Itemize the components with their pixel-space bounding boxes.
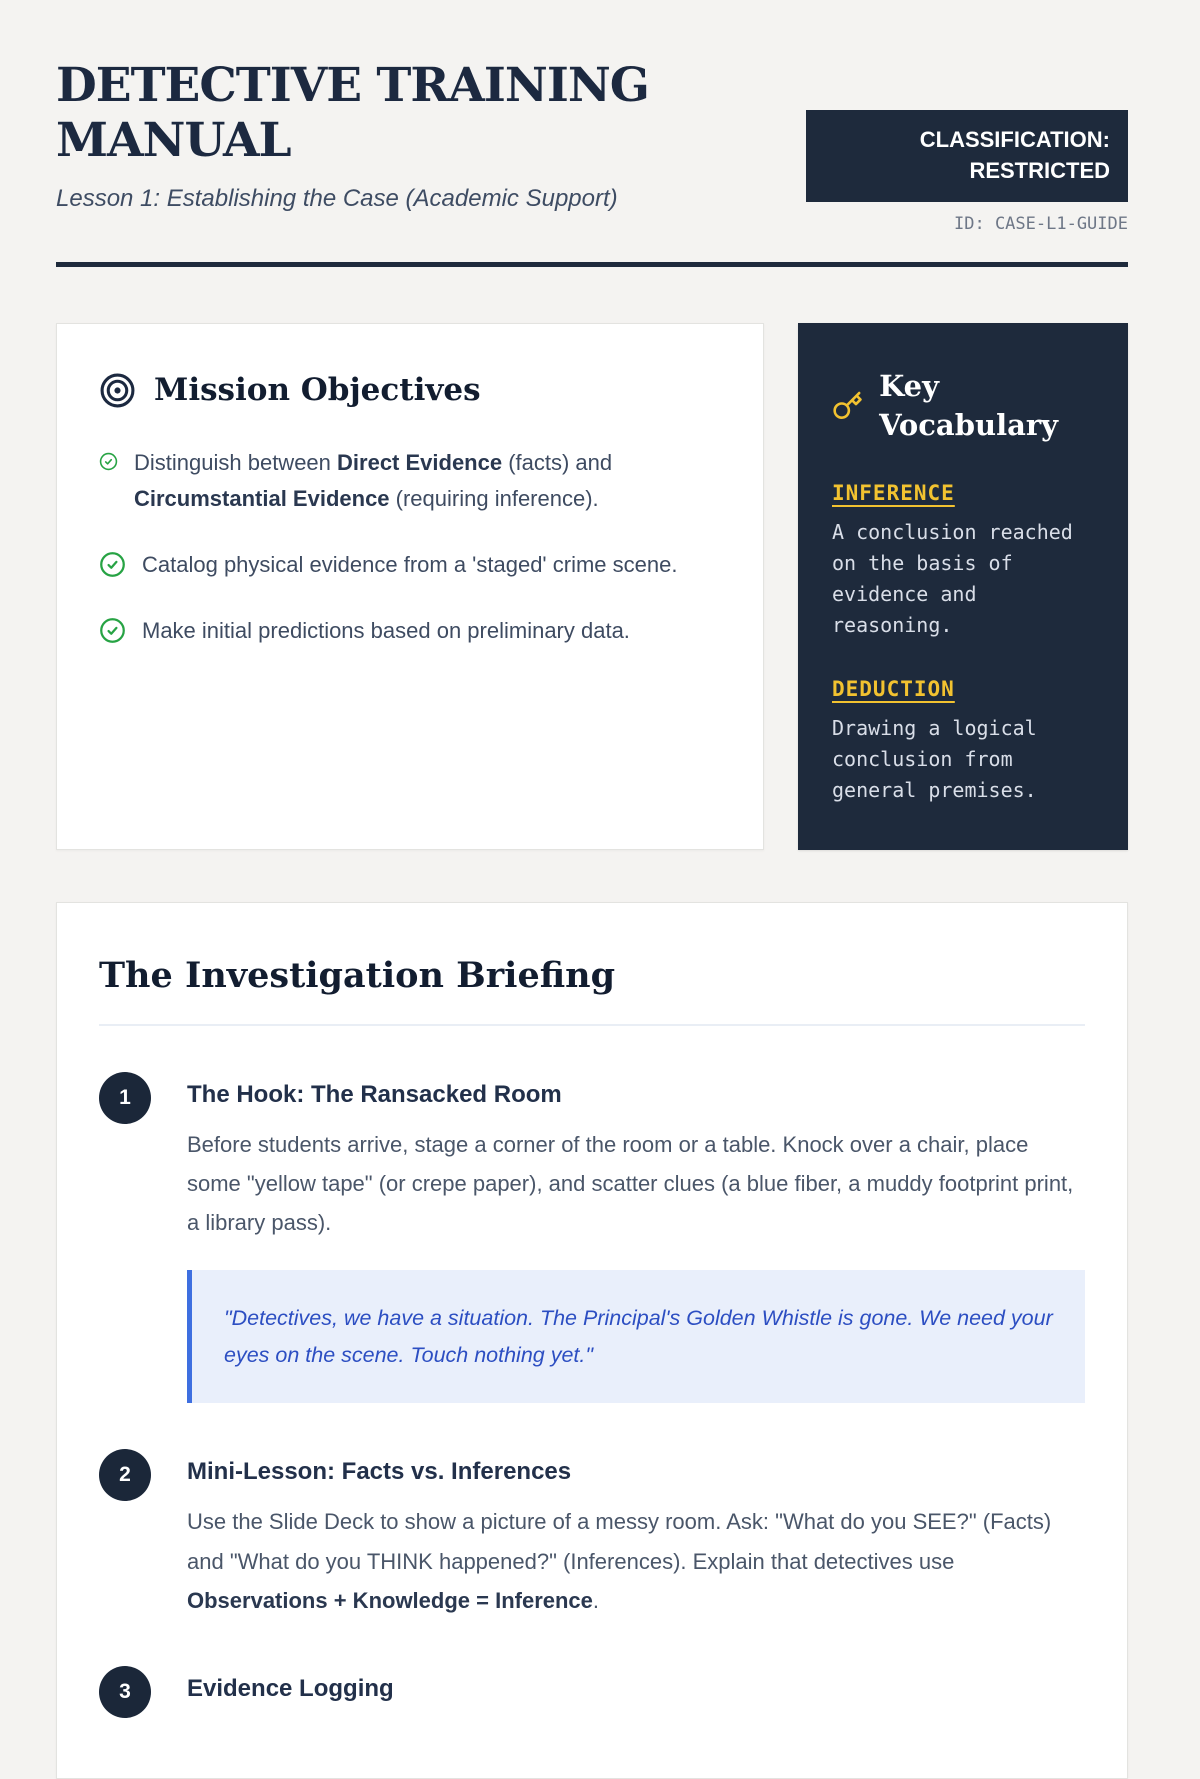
objective-item (99, 613, 721, 649)
top-columns (56, 323, 1128, 850)
vocabulary-definition: Drawing a logical conclusion from general premises. (832, 715, 1037, 802)
vocabulary-entry (832, 481, 1094, 641)
vocabulary-title: Key Vocabulary (879, 368, 1059, 442)
key-icon (832, 388, 863, 424)
key-vocabulary-panel (798, 323, 1128, 850)
briefing-step-2 (99, 1449, 1085, 1619)
objective-item (99, 445, 721, 518)
vocabulary-title-row (832, 367, 1094, 445)
investigation-briefing-card (56, 902, 1128, 1779)
step-body: Before students arrive, stage a corner of the room or a table. Knock over a chair, place some "yellow tape" (or crepe paper), and scatter clues (a blue fiber, a muddy footprint print, a library pass). (187, 1131, 1074, 1236)
objectives-title: Mission Objectives (154, 372, 481, 409)
vocabulary-entry (832, 677, 1094, 806)
briefing-step-3 (99, 1666, 1085, 1718)
objectives-list (99, 445, 721, 650)
step-title: The Hook: The Ransacked Room (187, 1080, 562, 1108)
step-content (187, 1449, 1085, 1619)
page-title: DETECTIVE TRAINING MANUAL (56, 58, 649, 169)
step-title: Evidence Logging (187, 1674, 394, 1702)
step-body: Use the Slide Deck to show a picture of a messy room. Ask: "What do you SEE?" (Facts) and "What do you THINK happened?" (Inferences). Explain that detectives use Observations + Knowledge = Inference. (187, 1509, 1052, 1613)
document-id: ID: CASE-L1-GUIDE (954, 213, 1128, 234)
check-circle-icon (99, 452, 118, 471)
objective-item (99, 547, 721, 583)
briefing-step-1 (99, 1072, 1085, 1404)
objectives-title-row (99, 372, 721, 409)
mission-objectives-card (56, 323, 764, 850)
objective-text: Make initial predictions based on preliminary data. (142, 618, 630, 644)
objective-text: Catalog physical evidence from a 'staged' crime scene. (142, 552, 678, 578)
step-number-badge: 1 (99, 1072, 151, 1124)
classification-badge (806, 110, 1128, 202)
vocabulary-term: DEDUCTION (832, 676, 955, 701)
header (56, 58, 1128, 234)
step-content (187, 1666, 1085, 1718)
classification-value: RESTRICTED (969, 157, 1110, 183)
title-block (56, 58, 696, 213)
teacher-quote-block: "Detectives, we have a situation. The Principal's Golden Whistle is gone. We need your eyes on the scene. Touch nothing yet." (187, 1270, 1085, 1403)
classification-label: CLASSIFICATION: (919, 127, 1110, 152)
header-divider (56, 262, 1128, 267)
step-number-badge: 2 (99, 1449, 151, 1501)
page-subtitle: Lesson 1: Establishing the Case (Academic Support) (56, 184, 618, 212)
objective-text: Distinguish between Direct Evidence (facts) and Circumstantial Evidence (requiring inference). (134, 449, 613, 511)
step-title: Mini-Lesson: Facts vs. Inferences (187, 1458, 572, 1486)
check-circle-icon (99, 617, 126, 644)
check-circle-icon (99, 551, 126, 578)
step-number-badge: 3 (99, 1666, 151, 1718)
vocabulary-term: INFERENCE (832, 480, 955, 505)
classification-block (806, 110, 1128, 234)
briefing-title: The Investigation Briefing (99, 954, 616, 996)
briefing-divider (99, 1024, 1085, 1026)
target-icon (99, 372, 136, 409)
vocabulary-definition: A conclusion reached on the basis of evidence and reasoning. (832, 519, 1073, 637)
step-content (187, 1072, 1085, 1404)
